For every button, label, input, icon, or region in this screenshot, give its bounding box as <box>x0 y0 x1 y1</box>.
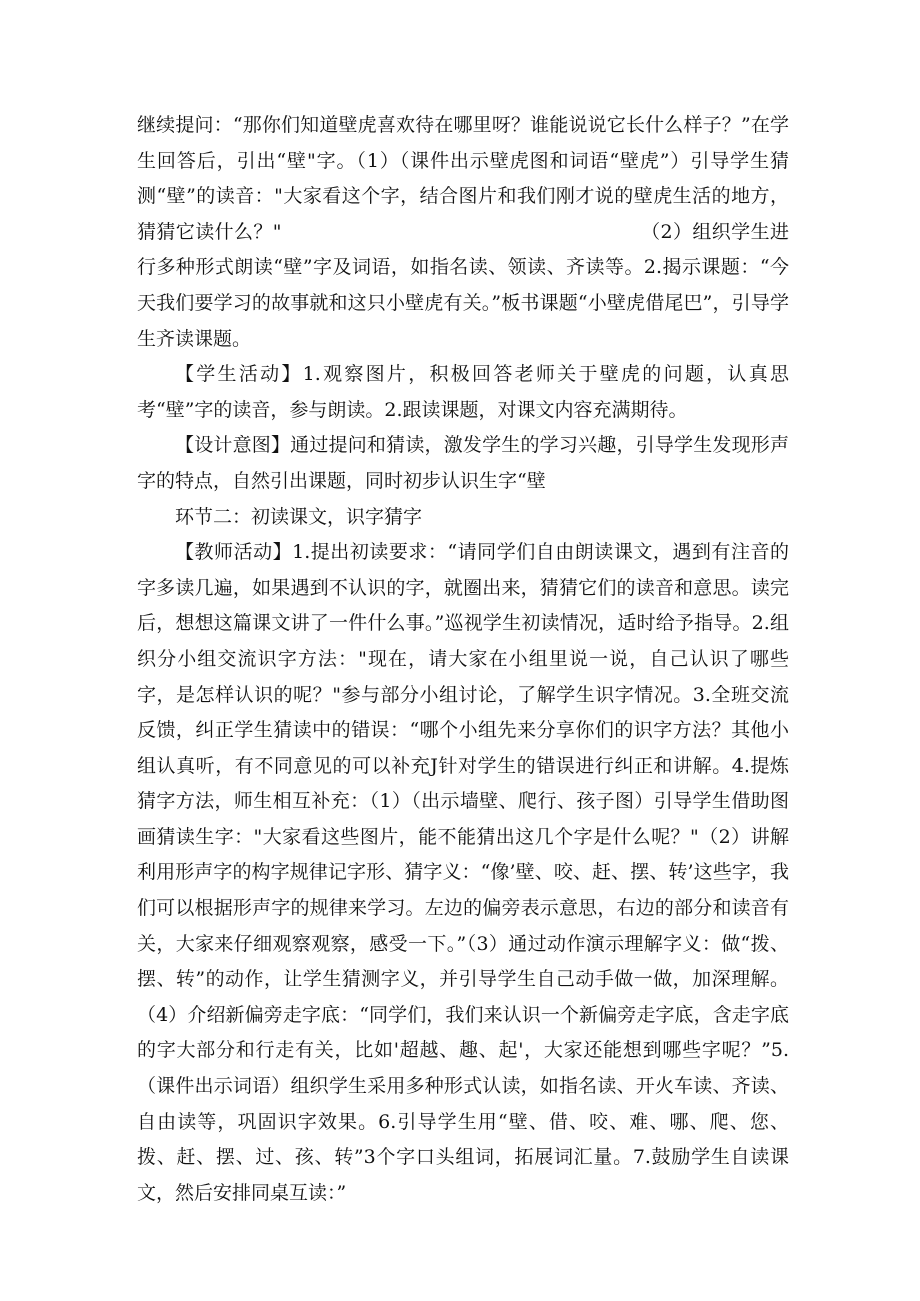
paragraph-student-activity: 【学生活动】1.观察图片，积极回答老师关于壁虎的问题，认真思考“壁”字的读音，参与朗读。2.跟读课题，对课文内容充满期待。 <box>137 363 789 421</box>
paragraph-intro-continued: 继续提问：“那你们知道壁虎喜欢待在哪里呀？谁能说说它长什么样子？”在学生回答后，引出“壁"字。（1）（课件出示壁虎图和词语“壁虎”）引导学生猜测“壁”的读音："大家看这个字，结合图片和我们刚才说的壁虎生活的地方，猜猜它读什么？" （2）组织学生进行多种形式朗读“壁”字及词语，如指名读、领读、齐读等。2.揭示课题：“今天我们要学习的故事就和这只小壁虎有关。”板书课题“小壁虎借尾巴”，引导学生齐读课题。 <box>137 114 789 350</box>
paragraph-teacher-activity: 【教师活动】1.提出初读要求：“请同学们自由朗读课文，遇到有注音的字多读几遍，如果遇到不认识的字，就圈出来，猜猜它们的读音和意思。读完后，想想这篇课文讲了一件什么事。”巡视学生初读情况，适时给予指导。2.组织分小组交流识字方法："现在，请大家在小组里说一说，自己认识了哪些字，是怎样认识的呢？"参与部分小组讨论，了解学生识字情况。3.全班交流反馈，纠正学生猜读中的错误：“哪个小组先来分享你们的识字方法？其他小组认真听，有不同意见的可以补充J针对学生的错误进行纠正和讲解。4.提炼猜字方法，师生相互补充：（1）（出示墙壁、爬行、孩子图）引导学生借助图画猜读生字："大家看这些图片，能不能猜出这几个字是什么呢？"（2）讲解利用形声字的构字规律记字形、猜字义：“像’壁、咬、赶、摆、转’这些字，我们可以根据形声字的规律来学习。左边的偏旁表示意思，右边的部分和读音有关，大家来仔细观察观察，感受一下。”（3）通过动作演示理解字义：做“拨、摆、转”的动作，让学生猜测字义，并引导学生自己动手做一做，加深理解。（4）介绍新偏旁走字底：“同学们，我们来认识一个新偏旁走字底，含走字底的字大部分和行走有关，比如'超越、趣、起'，大家还能想到哪些字呢？”5.（课件出示词语）组织学生采用多种形式认读，如指名读、开火车读、齐读、自由读等，巩固识字效果。6.引导学生用“壁、借、咬、难、哪、爬、您、拨、赶、摆、过、孩、转”3个字口头组词，拓展词汇量。7.鼓励学生自读课文，然后安排同桌互读：” <box>137 541 789 1204</box>
section-title: 环节二：初读课文，识字猜字 <box>175 505 423 528</box>
paragraph-design-intent: 【设计意图】通过提问和猜读，激发学生的学习兴趣，引导学生发现形声字的特点，自然引出课题，同时初步认识生字“壁 <box>137 434 789 492</box>
document-body <box>137 108 789 1211</box>
